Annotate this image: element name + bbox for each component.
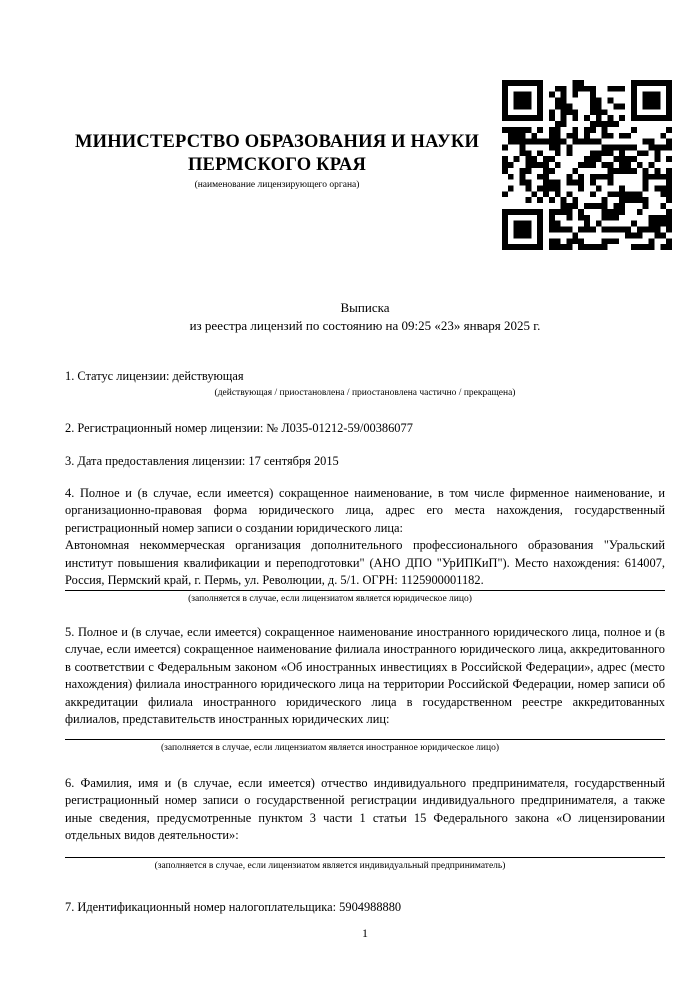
item-grant-date xyxy=(65,453,665,470)
entrepreneur-note: (заполняется в случае, если лицензиатом является индивидуальный предприниматель) xyxy=(154,860,506,871)
qr-code-icon xyxy=(502,80,672,250)
item-license-status xyxy=(65,368,665,400)
item-entrepreneur xyxy=(65,775,665,873)
item-registration-number xyxy=(65,420,665,437)
licensing-authority-caption: (наименование лицензирующего органа) xyxy=(194,180,360,190)
legal-entity-value: Автономная некоммерческая организация дополнительного профессионального образования "Уральский институт повышения квалификации и переподготовки" (АНО ДПО "УрИПКиП"). Место нахождения: 614007, Россия, Пермский край, г. Пермь, ул. Революции, д. 5/1. ОГРН: 1125900001182. xyxy=(65,538,665,588)
license-status-options-note: (действующая / приостановлена / приостановлена частично / прекращена) xyxy=(214,388,516,399)
ministry-name-line-2: ПЕРМСКОГО КРАЯ xyxy=(187,155,367,175)
licensing-authority-name xyxy=(67,131,487,177)
item-taxpayer-id xyxy=(65,899,665,916)
document-header xyxy=(67,131,487,192)
document-title xyxy=(65,299,665,335)
page-number: 1 xyxy=(362,926,368,940)
qr-code-pattern xyxy=(502,80,672,250)
taxpayer-id-text: 7. Идентификационный номер налогоплательщика: 5904988880 xyxy=(65,900,402,914)
item-legal-entity xyxy=(65,485,665,606)
entrepreneur-label: 6. Фамилия, имя и (в случае, если имеется) отчество индивидуального предпринимателя, государственный регистрационный номер записи о государственной регистрации индивидуального предпринимателя, а также иные сведения, предусмотренные пунктом 3 части 1 статьи 15 Федерального закона «О лицензировании отдельных видов деятельности»: xyxy=(65,776,665,843)
registration-number-text: 2. Регистрационный номер лицензии: № Л035-01212-59/00386077 xyxy=(65,421,413,435)
foreign-entity-label: 5. Полное и (в случае, если имеется) сокращенное наименование иностранного юридического лица, полное и (в случае, если имеется) сокращенное наименование филиала иностранного юридического лица, аккредитованного в соответствии с Федеральным законом «Об иностранных инвестициях в Российской Федерации», адрес (место нахождения) филиала иностранного юридического лица на территории Российской Федерации, номер записи об аккредитации филиала иностранного юридического лица в государственном реестре аккредитованных филиалов, представительств иностранных юридических лиц: xyxy=(65,625,665,727)
fill-line-rule xyxy=(65,739,665,740)
legal-entity-note: (заполняется в случае, если лицензиатом является юридическое лицо) xyxy=(188,594,472,605)
fill-line-rule xyxy=(65,590,665,591)
ministry-name-line-1: МИНИСТЕРСТВО ОБРАЗОВАНИЯ И НАУКИ xyxy=(74,132,480,152)
grant-date-text: 3. Дата предоставления лицензии: 17 сентября 2015 xyxy=(65,454,339,468)
legal-entity-label: 4. Полное и (в случае, если имеется) сокращенное наименование, в том числе фирменное наименование, и организационно-правовая форма юридического лица, адрес его места нахождения, государственный регистрационный номер записи о создании юридического лица: xyxy=(65,486,665,535)
license-status-text: 1. Статус лицензии: действующая xyxy=(65,369,244,383)
foreign-entity-note: (заполняется в случае, если лицензиатом является иностранное юридическое лицо) xyxy=(161,743,499,754)
fill-line-rule xyxy=(65,857,665,858)
title-line: Выписка xyxy=(340,300,390,315)
extract-date-line: из реестра лицензий по состоянию на 09:25 «23» января 2025 г. xyxy=(189,318,541,333)
item-foreign-entity xyxy=(65,624,665,755)
